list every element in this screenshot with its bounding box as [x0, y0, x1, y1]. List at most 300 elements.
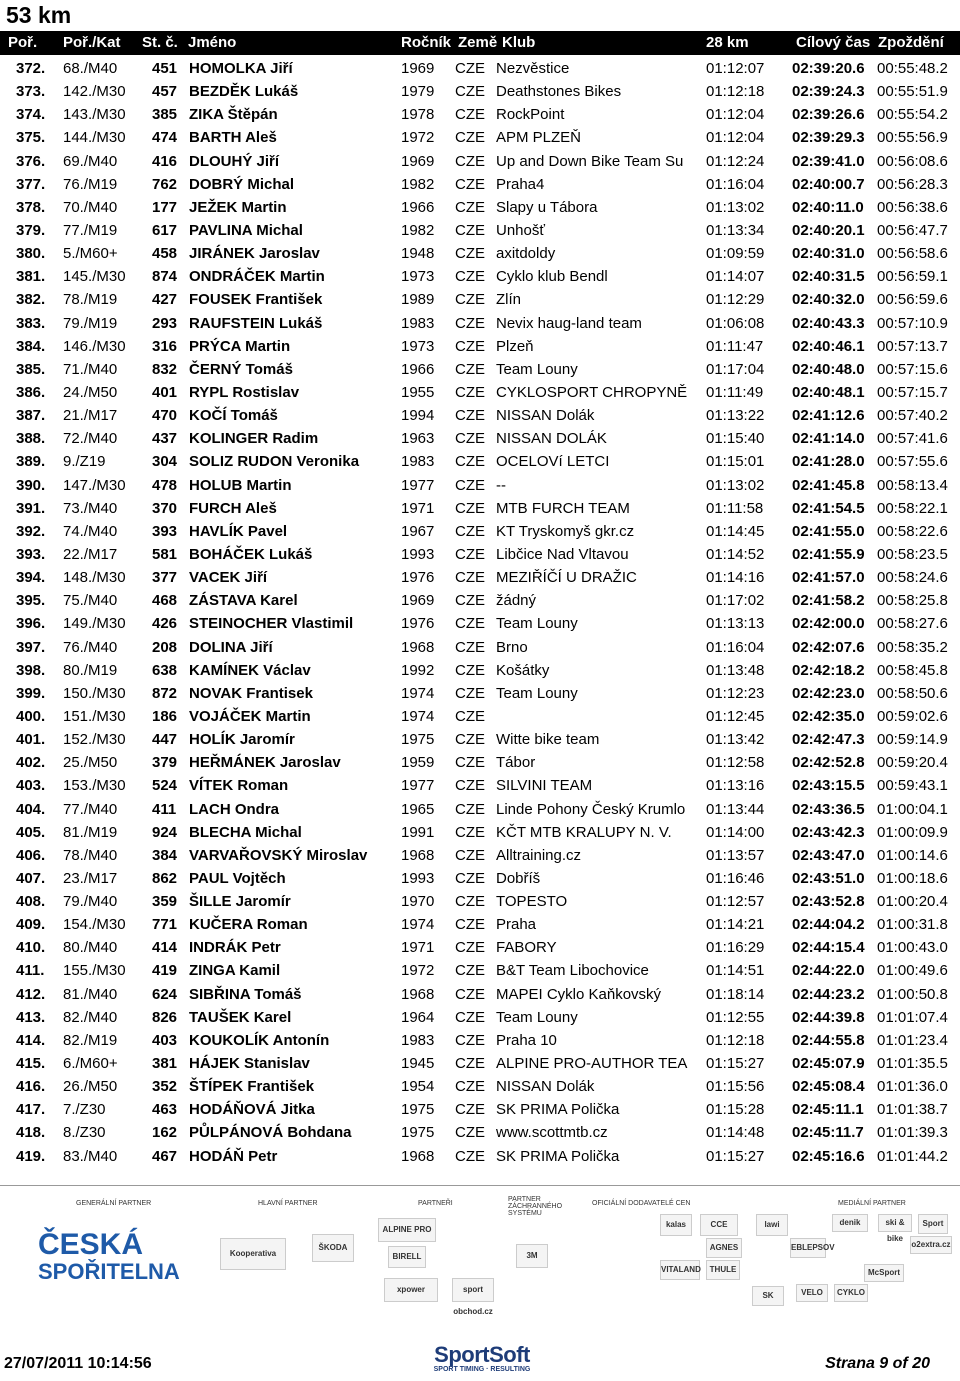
cell-finish-time: 02:40:11.0	[792, 198, 864, 216]
cell-start-number: 304	[152, 453, 178, 471]
cell-start-number: 458	[152, 245, 178, 263]
cell-category-rank: 146./M30	[63, 337, 126, 355]
cell-position: 398.	[16, 661, 46, 679]
cell-position: 390.	[16, 476, 46, 494]
cell-country: CZE	[455, 360, 485, 378]
cell-country: CZE	[455, 684, 485, 702]
sponsor-logo: kalas	[660, 1214, 692, 1236]
table-row	[0, 1099, 960, 1122]
cell-club: žádný	[496, 592, 537, 610]
cell-position: 416.	[16, 1078, 46, 1096]
cell-club: Slapy u Tábora	[496, 198, 598, 216]
sponsor-logo: ŠKODA	[312, 1234, 354, 1262]
cell-split-28km: 01:13:02	[706, 198, 765, 216]
cell-year: 1968	[401, 985, 435, 1003]
cell-finish-time: 02:40:32.0	[792, 291, 865, 309]
table-row	[0, 1030, 960, 1053]
cell-category-rank: 143./M30	[63, 106, 126, 124]
cell-start-number: 872	[152, 684, 178, 702]
cell-year: 1971	[401, 939, 435, 957]
cell-year: 1975	[401, 1101, 435, 1119]
cell-name: RAUFSTEIN Lukáš	[189, 314, 323, 332]
cell-name: VARVAŘOVSKÝ Miroslav	[189, 846, 368, 864]
cell-finish-time: 02:43:36.5	[792, 800, 865, 818]
cell-split-28km: 01:13:13	[706, 615, 765, 633]
cell-split-28km: 01:14:51	[706, 962, 765, 980]
cell-time-behind: 00:55:51.9	[877, 83, 948, 101]
cell-finish-time: 02:39:29.3	[792, 129, 865, 147]
cell-country: CZE	[455, 453, 485, 471]
cell-category-rank: 80./M40	[63, 939, 118, 957]
cell-year: 1971	[401, 499, 435, 517]
cell-country: CZE	[455, 592, 485, 610]
cell-start-number: 401	[152, 383, 178, 401]
cell-year: 1959	[401, 754, 435, 772]
cs-logo-line1: ČESKÁ	[38, 1228, 144, 1261]
cell-time-behind: 00:56:28.3	[877, 175, 948, 193]
cell-category-rank: 144./M30	[63, 129, 126, 147]
cell-position: 406.	[16, 846, 46, 864]
cell-split-28km: 01:16:04	[706, 638, 765, 656]
table-row	[0, 613, 960, 636]
cell-year: 1969	[401, 592, 435, 610]
cell-position: 418.	[16, 1124, 46, 1142]
cell-club: Team Louny	[496, 615, 578, 633]
cell-club: Tábor	[496, 754, 536, 772]
cell-name: HOLUB Martin	[189, 476, 292, 494]
cell-category-rank: 79./M40	[63, 893, 118, 911]
cell-split-28km: 01:12:58	[706, 754, 765, 772]
cell-club: Team Louny	[496, 1008, 578, 1026]
cell-split-28km: 01:12:57	[706, 893, 765, 911]
table-row	[0, 683, 960, 706]
cell-name: VÍTEK Roman	[189, 777, 289, 795]
cell-finish-time: 02:42:18.2	[792, 661, 865, 679]
cell-country: CZE	[455, 314, 485, 332]
table-row	[0, 845, 960, 868]
cell-start-number: 403	[152, 1031, 178, 1049]
cell-country: CZE	[455, 383, 485, 401]
cell-country: CZE	[455, 707, 485, 725]
cell-time-behind: 00:59:14.9	[877, 731, 948, 749]
cell-split-28km: 01:13:34	[706, 221, 765, 239]
cell-finish-time: 02:42:52.8	[792, 754, 865, 772]
cell-position: 395.	[16, 592, 46, 610]
cell-name: KOČÍ Tomáš	[189, 407, 278, 425]
cell-start-number: 379	[152, 754, 178, 772]
sponsor-logo: EBLEPSOV	[790, 1238, 826, 1258]
cell-start-number: 359	[152, 893, 178, 911]
cell-position: 391.	[16, 499, 46, 517]
cell-category-rank: 79./M19	[63, 314, 118, 332]
cell-position: 375.	[16, 129, 46, 147]
cell-position: 413.	[16, 1008, 46, 1026]
sportsoft-tagline: SPORT TIMING · RESULTING	[433, 1366, 531, 1373]
cell-club: Team Louny	[496, 684, 578, 702]
cell-split-28km: 01:13:57	[706, 846, 765, 864]
cell-start-number: 316	[152, 337, 178, 355]
cell-country: CZE	[455, 1124, 485, 1142]
sponsor-logo: ski & bike	[878, 1214, 912, 1232]
cell-club: NISSAN Dolák	[496, 407, 595, 425]
cell-year: 1968	[401, 846, 435, 864]
cell-time-behind: 00:56:08.6	[877, 152, 948, 170]
cell-category-rank: 153./M30	[63, 777, 126, 795]
cell-club: axitdoldy	[496, 245, 556, 263]
cell-category-rank: 142./M30	[63, 83, 126, 101]
cell-year: 1993	[401, 545, 435, 563]
cell-name: LACH Ondra	[189, 800, 279, 818]
cell-start-number: 419	[152, 962, 178, 980]
cell-club: Unhošť	[496, 221, 545, 239]
cell-club: NISSAN Dolák	[496, 1078, 595, 1096]
sponsor-logo: VELO	[796, 1284, 828, 1302]
cell-split-28km: 01:12:18	[706, 1031, 765, 1049]
cell-club: Košátky	[496, 661, 550, 679]
cell-start-number: 617	[152, 221, 178, 239]
col-header-jmeno: Jméno	[188, 34, 237, 51]
cell-country: CZE	[455, 221, 485, 239]
cell-split-28km: 01:14:48	[706, 1124, 765, 1142]
general-partner-label: GENERÁLNÍ PARTNER	[76, 1200, 152, 1207]
cell-year: 1974	[401, 707, 435, 725]
cell-position: 387.	[16, 407, 46, 425]
cell-time-behind: 01:01:07.4	[877, 1008, 948, 1026]
cell-split-28km: 01:12:45	[706, 707, 765, 725]
cell-position: 392.	[16, 522, 46, 540]
cell-finish-time: 02:40:31.0	[792, 245, 865, 263]
cell-start-number: 393	[152, 522, 178, 540]
partners-label: PARTNEŘI	[418, 1200, 453, 1207]
cell-time-behind: 01:00:49.6	[877, 962, 948, 980]
cell-time-behind: 01:01:38.7	[877, 1101, 948, 1119]
cell-start-number: 624	[152, 985, 178, 1003]
cell-finish-time: 02:41:55.9	[792, 545, 865, 563]
cell-position: 412.	[16, 985, 46, 1003]
table-row	[0, 637, 960, 660]
table-row	[0, 266, 960, 289]
cell-position: 393.	[16, 545, 46, 563]
cell-club: Dobříš	[496, 869, 541, 887]
cell-club: KČT MTB KRALUPY N. V.	[496, 823, 672, 841]
cell-name: ZIKA Štěpán	[189, 106, 278, 124]
cell-start-number: 414	[152, 939, 178, 957]
cell-split-28km: 01:16:29	[706, 939, 765, 957]
cell-start-number: 177	[152, 198, 178, 216]
cell-category-rank: 68./M40	[63, 60, 118, 77]
cell-start-number: 638	[152, 661, 178, 679]
cell-start-number: 581	[152, 545, 178, 563]
cell-start-number: 457	[152, 83, 178, 101]
cell-start-number: 874	[152, 268, 178, 286]
cell-club: B&T Team Libochovice	[496, 962, 649, 980]
cell-split-28km: 01:12:07	[706, 60, 765, 77]
table-row	[0, 521, 960, 544]
cell-finish-time: 02:39:41.0	[792, 152, 865, 170]
cell-time-behind: 00:58:13.4	[877, 476, 948, 494]
cell-time-behind: 00:57:13.7	[877, 337, 948, 355]
sponsor-logo: o2extra.cz	[910, 1236, 952, 1254]
supplier-label: OFICIÁLNÍ DODAVATELÉ CEN	[592, 1200, 691, 1207]
cell-name: STEINOCHER Vlastimil	[189, 615, 354, 633]
cell-year: 1966	[401, 198, 435, 216]
cell-year: 1972	[401, 962, 435, 980]
cell-time-behind: 01:00:18.6	[877, 869, 948, 887]
col-header-zpozdeni: Zpoždění	[878, 34, 944, 51]
cell-club: Witte bike team	[496, 731, 600, 749]
cell-start-number: 470	[152, 407, 178, 425]
cell-club: SK PRIMA Polička	[496, 1147, 620, 1165]
cell-club: APM PLZEŇ	[496, 129, 582, 147]
cell-year: 1963	[401, 430, 435, 448]
cell-year: 1974	[401, 916, 435, 934]
cell-start-number: 377	[152, 569, 178, 587]
page-number: Strana 9 of 20	[825, 1355, 930, 1372]
cell-name: ŠTÍPEK František	[189, 1078, 315, 1096]
cell-country: CZE	[455, 60, 485, 77]
cell-year: 1983	[401, 453, 435, 471]
cell-country: CZE	[455, 777, 485, 795]
sponsor-logo: CYKLO	[834, 1284, 868, 1302]
cell-start-number: 416	[152, 152, 178, 170]
cell-finish-time: 02:44:04.2	[792, 916, 865, 934]
cell-club: SILVINI TEAM	[496, 777, 593, 795]
cell-country: CZE	[455, 1078, 485, 1096]
cell-name: KUČERA Roman	[189, 916, 308, 934]
cell-position: 403.	[16, 777, 46, 795]
table-row	[0, 81, 960, 104]
cell-category-rank: 82./M40	[63, 1008, 118, 1026]
sponsor-logo: ALPINE PRO	[378, 1218, 436, 1242]
cell-country: CZE	[455, 916, 485, 934]
cell-country: CZE	[455, 1147, 485, 1165]
cell-year: 1945	[401, 1055, 435, 1073]
table-row	[0, 914, 960, 937]
cell-start-number: 384	[152, 846, 178, 864]
sponsor-logo: Sport	[918, 1214, 948, 1234]
cell-split-28km: 01:12:04	[706, 129, 765, 147]
cell-name: HAVLÍK Pavel	[189, 522, 288, 540]
cell-finish-time: 02:41:57.0	[792, 569, 865, 587]
cell-finish-time: 02:45:08.4	[792, 1078, 865, 1096]
cell-position: 417.	[16, 1101, 46, 1119]
sponsor-logo: BIRELL	[388, 1246, 426, 1268]
cell-finish-time: 02:45:11.1	[792, 1101, 864, 1119]
cell-split-28km: 01:12:23	[706, 684, 765, 702]
table-row	[0, 405, 960, 428]
cell-position: 415.	[16, 1055, 46, 1073]
cell-country: CZE	[455, 939, 485, 957]
cell-club: FABORY	[496, 939, 557, 957]
cell-finish-time: 02:40:46.1	[792, 337, 865, 355]
sponsor-logo: sport obchod.cz	[452, 1278, 494, 1302]
cell-club: OCELOVí LETCI	[496, 453, 610, 471]
table-row	[0, 660, 960, 683]
cell-category-rank: 6./M60+	[63, 1055, 118, 1073]
cell-split-28km: 01:16:04	[706, 175, 765, 193]
cell-country: CZE	[455, 869, 485, 887]
cell-position: 404.	[16, 800, 46, 818]
cell-start-number: 381	[152, 1055, 178, 1073]
cell-category-rank: 69./M40	[63, 152, 118, 170]
media-partner-label: MEDIÁLNÍ PARTNER	[838, 1200, 906, 1207]
cell-split-28km: 01:17:02	[706, 592, 765, 610]
cell-finish-time: 02:40:31.5	[792, 268, 865, 286]
cell-category-rank: 151./M30	[63, 707, 126, 725]
cell-club: RockPoint	[496, 106, 565, 124]
cell-split-28km: 01:06:08	[706, 314, 765, 332]
sponsor-logo: McSport	[864, 1264, 904, 1282]
cell-country: CZE	[455, 800, 485, 818]
cell-country: CZE	[455, 615, 485, 633]
cell-club: SK PRIMA Polička	[496, 1101, 620, 1119]
cell-split-28km: 01:15:01	[706, 453, 765, 471]
cell-position: 381.	[16, 268, 46, 286]
cell-category-rank: 80./M19	[63, 661, 118, 679]
cell-year: 1982	[401, 221, 435, 239]
cell-category-rank: 9./Z19	[63, 453, 106, 471]
cell-name: ŠILLE Jaromír	[189, 893, 291, 911]
cell-time-behind: 00:58:22.1	[877, 499, 948, 517]
cell-time-behind: 00:56:58.6	[877, 245, 948, 263]
table-row	[0, 752, 960, 775]
cell-club: Brno	[496, 638, 528, 656]
cell-start-number: 762	[152, 175, 178, 193]
cell-finish-time: 02:45:16.6	[792, 1147, 865, 1165]
cell-time-behind: 00:58:27.6	[877, 615, 948, 633]
cell-position: 410.	[16, 939, 46, 957]
cell-split-28km: 01:15:56	[706, 1078, 765, 1096]
cell-year: 1973	[401, 337, 435, 355]
cell-time-behind: 00:57:41.6	[877, 430, 948, 448]
cell-name: PAVLINA Michal	[189, 221, 303, 239]
cell-name: RYPL Rostislav	[189, 383, 300, 401]
sponsors-strip	[0, 1185, 960, 1331]
cell-club: Praha 10	[496, 1031, 557, 1049]
cell-name: HEŘMÁNEK Jaroslav	[189, 754, 341, 772]
cell-category-rank: 77./M40	[63, 800, 118, 818]
main-partner-label: HLAVNÍ PARTNER	[258, 1200, 318, 1207]
cell-category-rank: 147./M30	[63, 476, 126, 494]
cell-position: 402.	[16, 754, 46, 772]
cell-club: NISSAN DOLÁK	[496, 430, 607, 448]
cell-name: BOHÁČEK Lukáš	[189, 545, 313, 563]
cell-name: JIRÁNEK Jaroslav	[189, 245, 320, 263]
cell-finish-time: 02:43:51.0	[792, 869, 865, 887]
cell-finish-time: 02:41:55.0	[792, 522, 865, 540]
cell-club: ALPINE PRO-AUTHOR TEA	[496, 1055, 688, 1073]
cell-start-number: 447	[152, 731, 178, 749]
cell-category-rank: 75./M40	[63, 592, 118, 610]
cell-country: CZE	[455, 175, 485, 193]
cell-time-behind: 00:55:56.9	[877, 129, 948, 147]
cell-year: 1948	[401, 245, 435, 263]
cell-split-28km: 01:15:40	[706, 430, 765, 448]
cell-split-28km: 01:13:16	[706, 777, 765, 795]
cell-country: CZE	[455, 985, 485, 1003]
sponsor-logo: denik	[832, 1214, 868, 1232]
cell-club: Nevix haug-land team	[496, 314, 642, 332]
col-header-por: Poř.	[8, 34, 38, 51]
cell-category-rank: 23./M17	[63, 869, 118, 887]
cell-start-number: 468	[152, 592, 178, 610]
cell-finish-time: 02:39:26.6	[792, 106, 865, 124]
cell-time-behind: 00:59:20.4	[877, 754, 948, 772]
cell-start-number: 385	[152, 106, 178, 124]
cell-split-28km: 01:14:21	[706, 916, 765, 934]
cell-category-rank: 24./M50	[63, 383, 118, 401]
cell-position: 400.	[16, 707, 46, 725]
cell-start-number: 771	[152, 916, 178, 934]
cell-finish-time: 02:42:35.0	[792, 707, 865, 725]
cell-time-behind: 00:57:15.7	[877, 383, 948, 401]
table-row	[0, 336, 960, 359]
cell-name: HOLÍK Jaromír	[189, 731, 295, 749]
cell-category-rank: 78./M19	[63, 291, 118, 309]
cell-split-28km: 01:13:48	[706, 661, 765, 679]
cell-year: 1989	[401, 291, 435, 309]
cell-start-number: 524	[152, 777, 178, 795]
cell-category-rank: 25./M50	[63, 754, 118, 772]
table-row	[0, 1076, 960, 1099]
cell-country: CZE	[455, 731, 485, 749]
table-row	[0, 151, 960, 174]
cell-time-behind: 01:00:20.4	[877, 893, 948, 911]
cell-split-28km: 01:13:22	[706, 407, 765, 425]
sponsor-logo: xpower	[384, 1278, 438, 1302]
table-row	[0, 799, 960, 822]
cell-category-rank: 74./M40	[63, 522, 118, 540]
cell-split-28km: 01:15:28	[706, 1101, 765, 1119]
cell-finish-time: 02:41:12.6	[792, 407, 865, 425]
cell-year: 1972	[401, 129, 435, 147]
cell-name: ZÁSTAVA Karel	[189, 592, 298, 610]
cell-name: INDRÁK Petr	[189, 939, 281, 957]
cell-category-rank: 22./M17	[63, 545, 118, 563]
table-row	[0, 174, 960, 197]
sponsor-logo: VITALAND	[660, 1260, 700, 1280]
cell-country: CZE	[455, 754, 485, 772]
cell-name: PRÝCA Martin	[189, 337, 291, 355]
table-row	[0, 104, 960, 127]
cell-year: 1994	[401, 407, 435, 425]
cell-category-rank: 83./M40	[63, 1147, 118, 1165]
sponsor-logo: AGNES	[706, 1238, 742, 1258]
cell-year: 1970	[401, 893, 435, 911]
cell-position: 394.	[16, 569, 46, 587]
cell-club: Cyklo klub Bendl	[496, 268, 608, 286]
cell-finish-time: 02:44:22.0	[792, 962, 865, 980]
cell-finish-time: 02:44:23.2	[792, 985, 865, 1003]
cell-name: VACEK Jiří	[189, 569, 268, 587]
cell-country: CZE	[455, 823, 485, 841]
cell-time-behind: 00:57:15.6	[877, 360, 948, 378]
cell-time-behind: 00:56:47.7	[877, 221, 948, 239]
cell-country: CZE	[455, 83, 485, 101]
cell-position: 373.	[16, 83, 46, 101]
cell-finish-time: 02:44:39.8	[792, 1008, 865, 1026]
cell-position: 407.	[16, 869, 46, 887]
cell-start-number: 186	[152, 707, 178, 725]
cell-year: 1983	[401, 1031, 435, 1049]
cell-name: JEŽEK Martin	[189, 198, 287, 216]
cell-club: TOPESTO	[496, 893, 568, 911]
cell-year: 1982	[401, 175, 435, 193]
cell-category-rank: 81./M19	[63, 823, 118, 841]
cell-year: 1975	[401, 731, 435, 749]
cell-time-behind: 01:01:44.2	[877, 1147, 948, 1165]
cell-finish-time: 02:40:48.1	[792, 383, 865, 401]
